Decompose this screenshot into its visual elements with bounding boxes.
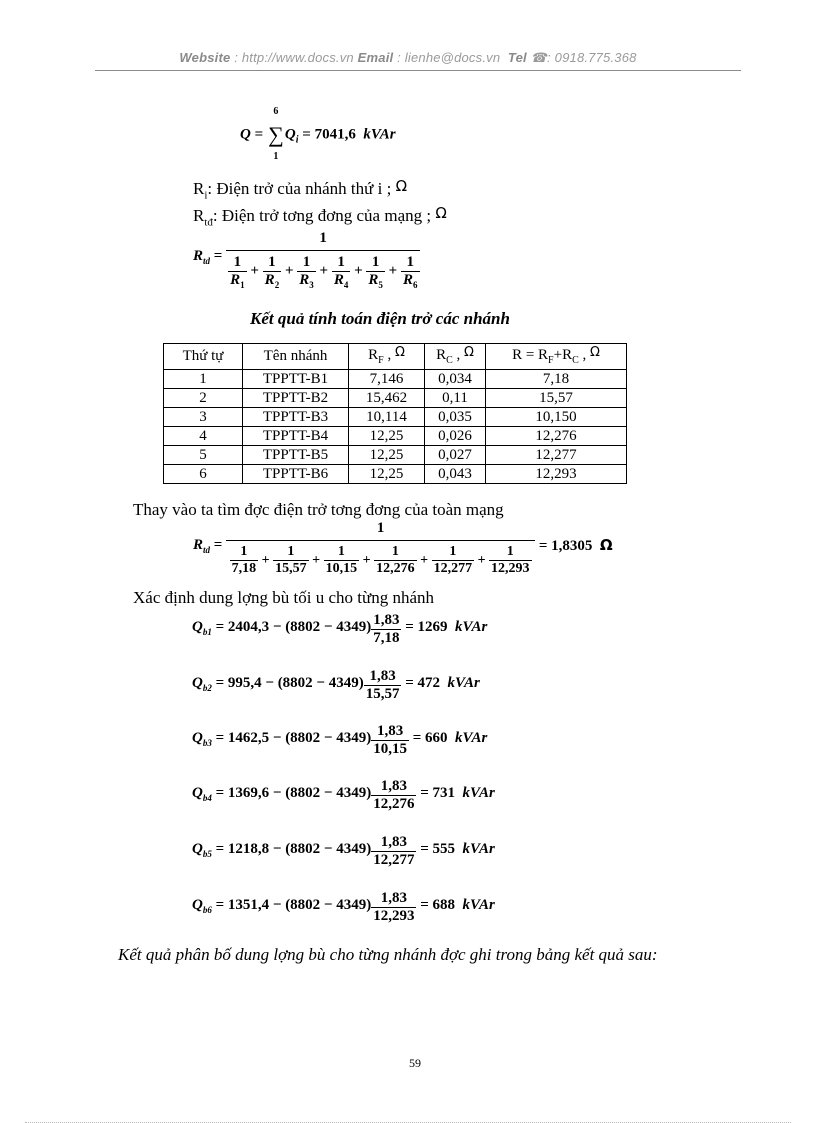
table-cell: 0,043	[425, 465, 486, 484]
table-row	[164, 408, 627, 427]
formula-rtd: $R_{td}$ = 1 $\frac{1}{R_1}$ + $\frac{1}{R_2}$ + $\frac{1}{R_3}$ + $\frac{1}{R_4}$ + $\frac{1}{R_5}$ + $\frac{1}{R_6}$	[193, 230, 420, 290]
reciprocal-term: $\frac{1}{R_5}$	[368, 254, 383, 290]
reciprocal-term: $\frac{1}{12,277}$	[433, 544, 473, 576]
reciprocal-term: $\frac{1}{12,276}$	[376, 544, 415, 576]
plus-sign: +	[281, 263, 298, 280]
reciprocal-term: $\frac{1}{R_6}$	[402, 254, 418, 290]
sum-upper-limit: 6	[273, 106, 279, 117]
table-cell: 7,18	[486, 370, 627, 389]
table-cell: 10,150	[486, 408, 627, 427]
table-cell: 12,277	[486, 446, 627, 465]
plus-sign: +	[246, 263, 263, 280]
sum-sign: 6 ∑ 1	[268, 106, 284, 162]
table-cell: TPPTT-B1	[243, 370, 349, 389]
col-rc: $R_C$ , Ω	[425, 344, 486, 370]
table-cell: 2	[164, 389, 243, 408]
table-cell: 1	[164, 370, 243, 389]
table-cell: 0,026	[425, 427, 486, 446]
table-cell: 12,293	[486, 465, 627, 484]
ohm-symbol: Ω	[435, 204, 447, 222]
q-term: Q	[284, 126, 296, 143]
q-compensation-formula: $Q_{b4} = 1369,6 - (8802 - 4349)$ $\frac{1,83}{12,276}$ = 731 kVAr	[192, 778, 495, 812]
table-cell: 15,462	[349, 389, 425, 408]
sentence-optimal-compensation: Xác định dung lợng bù tối u cho từng nhánh	[133, 588, 435, 607]
table-cell: 5	[164, 446, 243, 465]
q-ratio-fraction: $\frac{1,83}{15,57}$	[365, 668, 400, 702]
reciprocal-term: $\frac{1}{R_3}$	[299, 254, 314, 290]
plus-sign: +	[258, 552, 274, 568]
q-compensation-formula: $Q_{b2} = 995,4 - (8802 - 4349)$ $\frac{1,83}{15,57}$ = 472 kVAr	[192, 668, 480, 702]
q-unit: kVAr	[363, 126, 396, 143]
table-cell: 15,57	[486, 389, 627, 408]
table-cell: TPPTT-B6	[243, 465, 349, 484]
table-cell: 4	[164, 427, 243, 446]
table-cell: 10,114	[349, 408, 425, 427]
q-ratio-fraction: $\frac{1,83}{12,276}$	[373, 778, 415, 812]
col-order: Thứ tự	[164, 344, 243, 370]
table-cell: TPPTT-B5	[243, 446, 349, 465]
plus-sign: +	[359, 552, 375, 568]
table-cell: 7,146	[349, 370, 425, 389]
reciprocal-term: $\frac{1}{R_2}$	[264, 254, 280, 290]
table-cell: TPPTT-B3	[243, 408, 349, 427]
q-term-sub: i	[295, 134, 299, 146]
table-caption: Kết quả tính toán điện trở các nhánh	[250, 309, 510, 328]
q-compensation-formula: $Q_{b5} = 1218,8 - (8802 - 4349)$ $\frac{1,83}{12,277}$ = 555 kVAr	[192, 834, 495, 868]
table-cell: TPPTT-B2	[243, 389, 349, 408]
table-row	[164, 389, 627, 408]
table-cell: TPPTT-B4	[243, 427, 349, 446]
rtd-big-fraction: 1 $\frac{1}{R_1}$ + $\frac{1}{R_2}$ + $\frac{1}{R_3}$ + $\frac{1}{R_4}$ + $\frac{1}{R_5}$ + $\frac{1}{R_6}$	[226, 230, 420, 290]
reciprocal-term: $\frac{1}{R_1}$	[230, 254, 245, 290]
ohm-symbol: Ω	[395, 177, 408, 195]
tel-value: : 0918.775.368	[547, 50, 637, 65]
table-cell: 3	[164, 408, 243, 427]
sum-lower-limit: 1	[273, 151, 279, 162]
table-row	[164, 446, 627, 465]
reciprocal-term: $\frac{1}{15,57}$	[275, 544, 307, 576]
plus-sign: +	[315, 263, 332, 280]
table-cell: 0,027	[425, 446, 486, 465]
table-cell: 12,25	[349, 446, 425, 465]
q-compensation-formula: $Q_{b3} = 1462,5 - (8802 - 4349)$ $\frac{1,83}{10,15}$ = 660 kVAr	[192, 723, 488, 757]
reciprocal-term: $\frac{1}{10,15}$	[325, 544, 358, 576]
reciprocal-term: $\frac{1}{R_4}$	[333, 254, 349, 290]
definition-rtd: $R_{tđ}$: Điện trở tơng đơng của mạng ; Ω	[193, 204, 447, 229]
sentence-equivalent-resistance: Thay vào ta tìm đợc điện trở tơng đơng của toàn mạng	[133, 500, 504, 519]
q-ratio-fraction: $\frac{1,83}{7,18}$	[373, 612, 400, 646]
col-branch-name: Tên nhánh	[243, 344, 349, 370]
table-row	[164, 427, 627, 446]
final-note: Kết quả phân bố dung lợng bù cho từng nhánh đợc ghi trong bảng kết quả sau:	[118, 945, 658, 964]
resistance-table	[163, 343, 627, 484]
rtd-numeric-fraction: 1 $\frac{1}{7,18}$ + $\frac{1}{15,57}$ + $\frac{1}{10,15}$ + $\frac{1}{12,276}$ + $\frac{1}{12,277}$ + $\frac{1}{12,293}$	[226, 520, 535, 577]
table-cell: 12,25	[349, 427, 425, 446]
plus-sign: +	[350, 263, 367, 280]
col-r-total: $R = R_F+R_C$ , Ω	[486, 344, 627, 370]
table-cell: 0,034	[425, 370, 486, 389]
table-cell: 0,11	[425, 389, 486, 408]
header-rule	[95, 70, 741, 71]
table-cell: 0,035	[425, 408, 486, 427]
formula-q-sum: Q = 6 ∑ 1 $Q_i = 7041,6$ kVAr	[240, 106, 396, 162]
table-cell: 6	[164, 465, 243, 484]
plus-sign: +	[474, 552, 490, 568]
email-label: Email	[357, 50, 394, 65]
q-ratio-fraction: $\frac{1,83}{10,15}$	[373, 723, 407, 757]
q-compensation-formula: $Q_{b6} = 1351,4 - (8802 - 4349)$ $\frac{1,83}{12,293}$ = 688 kVAr	[192, 890, 495, 924]
table-row	[164, 370, 627, 389]
plus-sign: +	[384, 263, 401, 280]
table-cell: 12,25	[349, 465, 425, 484]
website-label: Website	[179, 50, 231, 65]
rtd-result: = 1,8305	[538, 538, 593, 554]
q-compensation-formula: $Q_{b1} = 2404,3 - (8802 - 4349)$ $\frac{1,83}{7,18}$ = 1269 kVAr	[192, 612, 488, 646]
table-header-row	[164, 344, 627, 370]
table-cell: 12,276	[486, 427, 627, 446]
email-value[interactable]: : lienhe@docs.vn	[397, 50, 501, 65]
table-row	[164, 465, 627, 484]
formula-rtd-numeric: $R_{td}$ = 1 $\frac{1}{7,18}$ + $\frac{1}{15,57}$ + $\frac{1}{10,15}$ + $\frac{1}{12,276}$ + $\frac{1}{12,277}$ + $\frac{1}{12,293}$ = 1,8305 Ω	[193, 520, 613, 576]
ohm-symbol: Ω	[599, 536, 613, 554]
page-header	[0, 50, 816, 66]
plus-sign: +	[308, 552, 324, 568]
q-total-value: = 7041,6	[302, 126, 356, 143]
page-number: 59	[409, 1056, 421, 1070]
phone-icon: ☎	[530, 50, 548, 65]
reciprocal-term: $\frac{1}{12,293}$	[491, 544, 530, 576]
reciprocal-term: $\frac{1}{7,18}$	[231, 544, 257, 576]
q-ratio-fraction: $\frac{1,83}{12,293}$	[373, 890, 415, 924]
tel-label: Tel	[507, 50, 527, 65]
plus-sign: +	[416, 552, 432, 568]
q-ratio-fraction: $\frac{1,83}{12,277}$	[373, 834, 415, 868]
website-url[interactable]: : http://www.docs.vn	[234, 50, 354, 65]
definition-ri: $R_i$: Điện trở của nhánh thứ i ; Ω	[193, 177, 408, 202]
col-rf: $R_F$ , Ω	[349, 344, 425, 370]
q-symbol: Q	[240, 126, 251, 143]
